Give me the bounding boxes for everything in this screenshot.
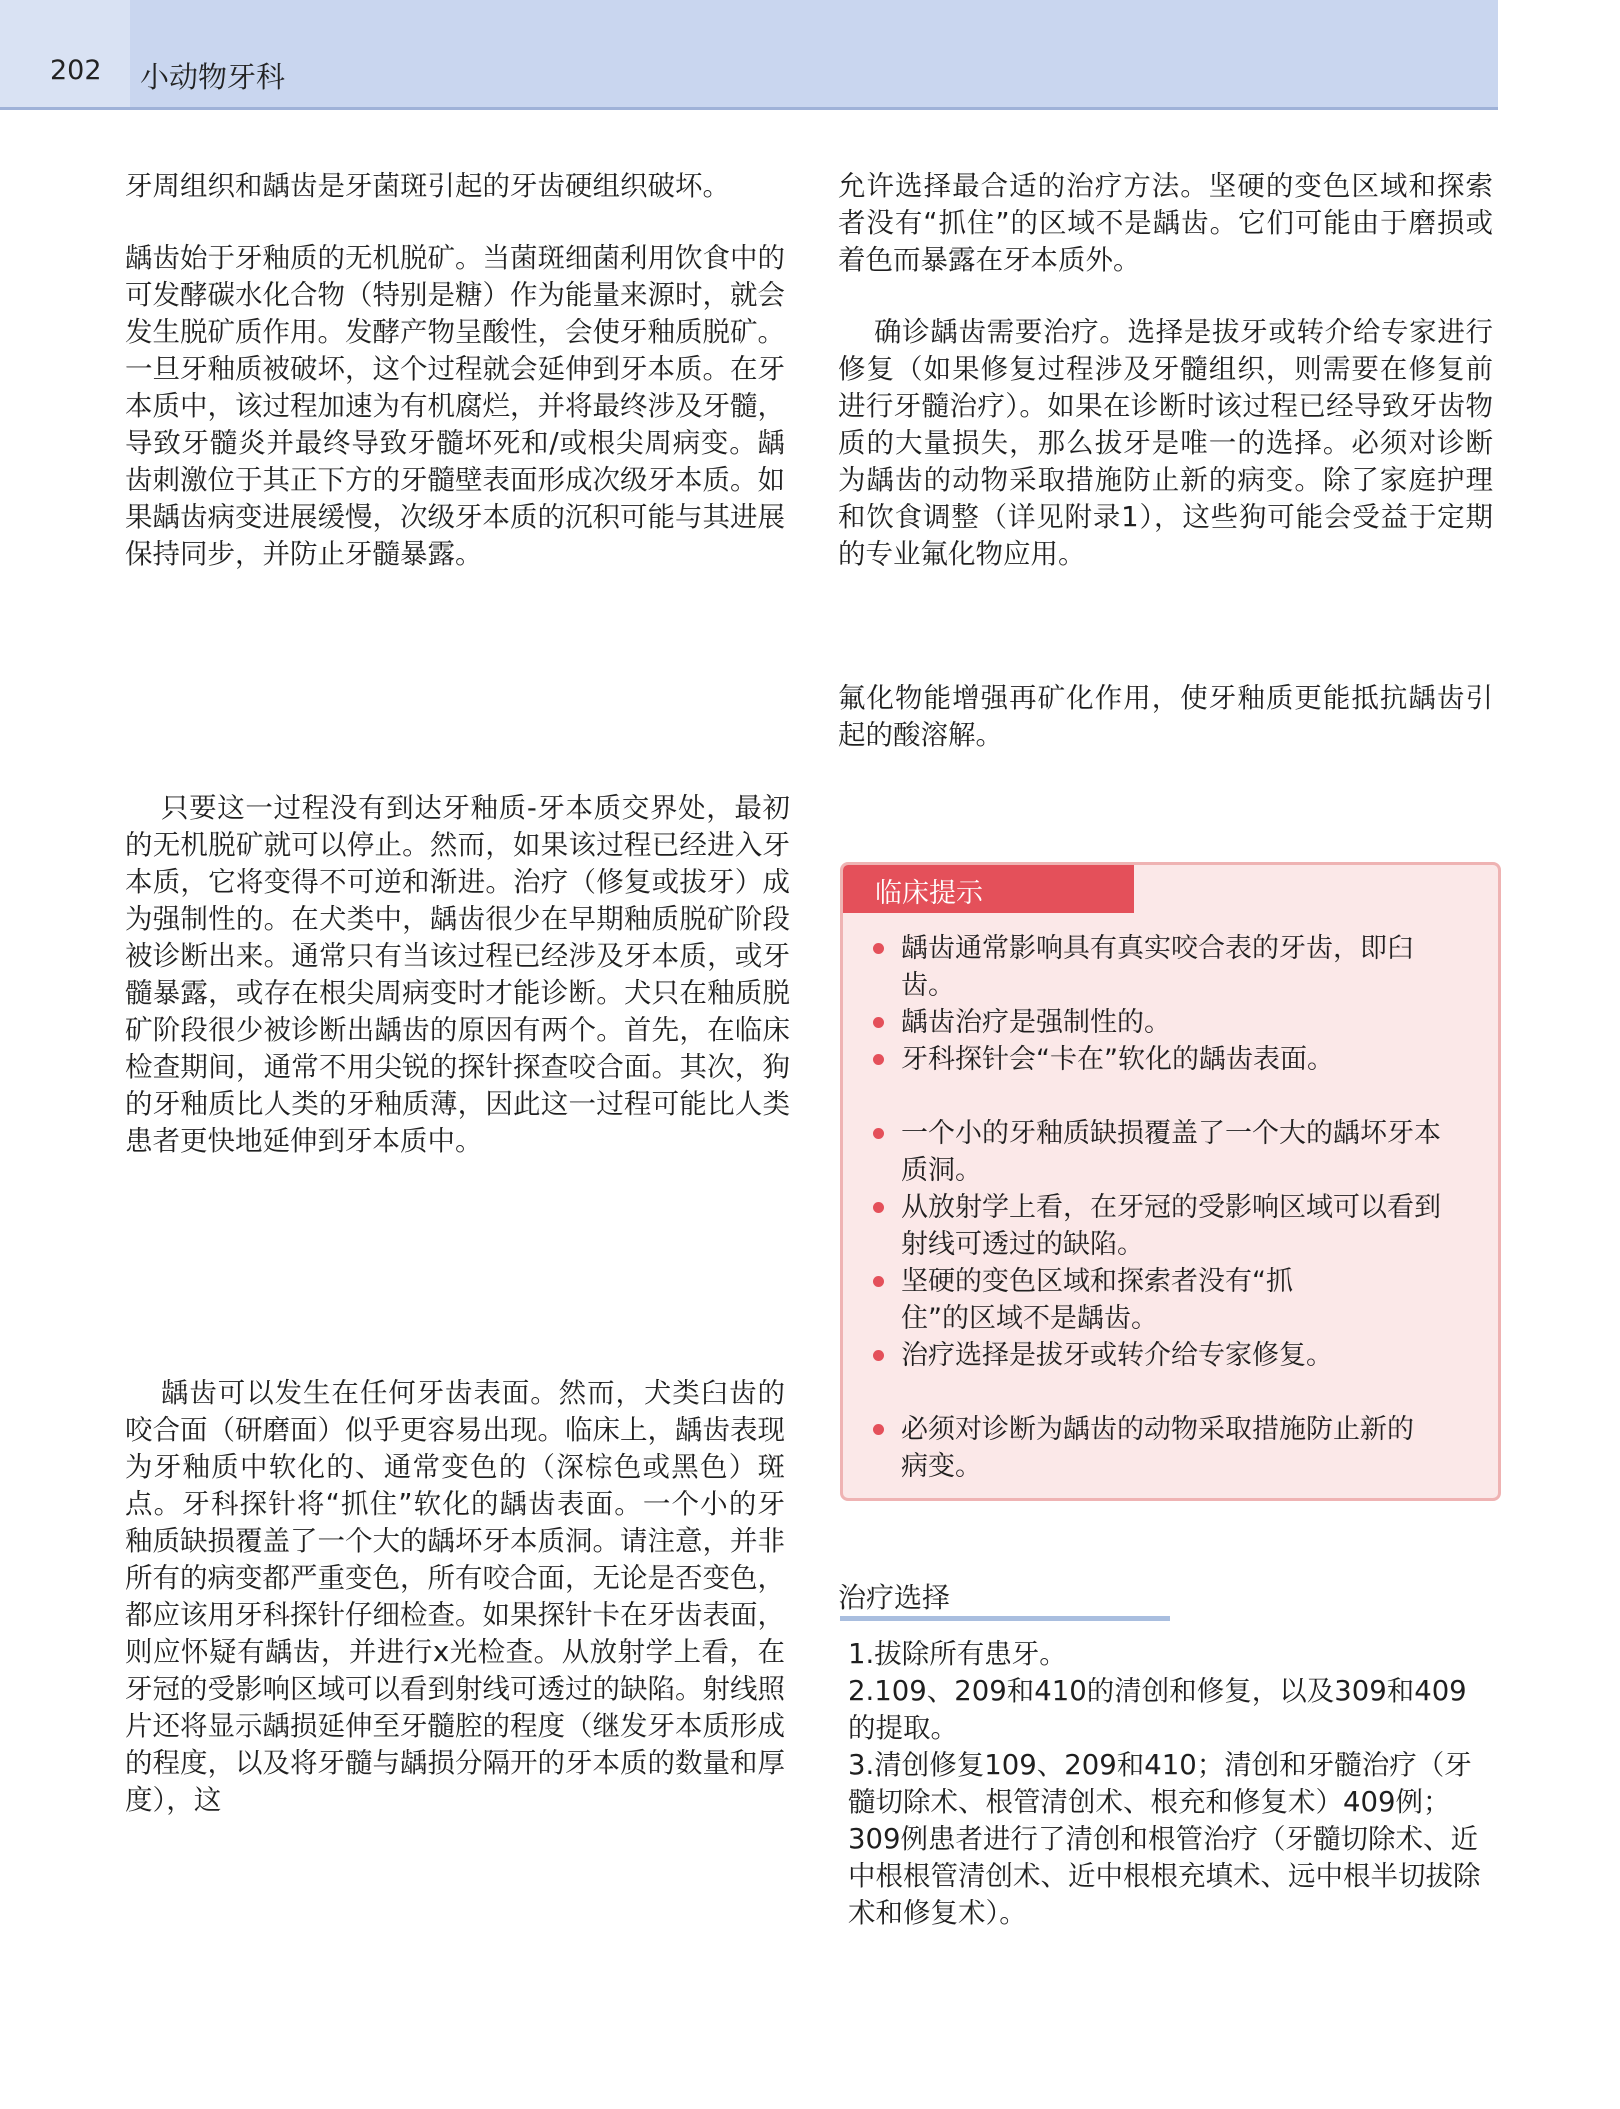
- tip-item: 龋齿治疗是强制性的。: [873, 1004, 1461, 1041]
- bullet-icon: [873, 1202, 884, 1213]
- bullet-icon: [873, 1017, 884, 1028]
- book-title: 小动物牙科: [140, 60, 286, 94]
- right-paragraph-3: 氟化物能增强再矿化作用，使牙釉质更能抵抗龋齿引起的酸溶解。: [838, 682, 1493, 751]
- bullet-icon: [873, 1054, 884, 1065]
- right-paragraph-1: 允许选择最合适的治疗方法。坚硬的变色区域和探索者没有“抓住”的区域不是龋齿。它们可能由于磨损或着色而暴露在牙本质外。: [838, 170, 1493, 276]
- tip-item: 坚硬的变色区域和探索者没有“抓住”的区域不是龋齿。: [873, 1263, 1351, 1337]
- bullet-icon: [873, 1424, 884, 1435]
- left-paragraph-3: 只要这一过程没有到达牙釉质-牙本质交界处，最初的无机脱矿就可以停止。然而，如果该过程已经进入牙本质，它将变得不可逆和渐进。治疗（修复或拔牙）成为强制性的。在犬类中，龋齿很少在早期釉质脱矿阶段被诊断出来。通常只有当该过程已经涉及牙本质，或牙髓暴露，或存在根尖周病变时才能诊断。犬只在釉质脱矿阶段很少被诊断出龋齿的原因有两个。首先，在临床检查期间，通常不用尖锐的探针探查咬合面。其次，狗的牙釉质比人类的牙釉质薄，因此这一过程可能比人类患者更快地延伸到牙本质中。: [125, 792, 790, 1157]
- bullet-icon: [873, 1128, 884, 1139]
- page-number-tab: [0, 0, 130, 107]
- left-paragraph-4: 龋齿可以发生在任何牙齿表面。然而，犬类臼齿的咬合面（研磨面）似乎更容易出现。临床上，龋齿表现为牙釉质中软化的、通常变色的（深棕色或黑色）斑点。牙科探针将“抓住”软化的龋齿表面。一个小的牙釉质缺损覆盖了一个大的龋坏牙本质洞。请注意，并非所有的病变都严重变色，所有咬合面，无论是否变色，都应该用牙科探针仔细检查。如果探针卡在牙齿表面，则应怀疑有龋齿，并进行x光检查。从放射学上看，在牙冠的受影响区域可以看到射线可透过的缺陷。射线照片还将显示龋损延伸至牙髓腔的程度（继发牙本质形成的程度，以及将牙髓与龋损分隔开的牙本质的数量和厚度），这: [125, 1377, 785, 1816]
- treatment-option-1: 1.拔除所有患牙。: [848, 1638, 1067, 1670]
- tip-item: 龋齿通常影响具有真实咬合表的牙齿，即臼齿。: [873, 930, 1461, 1004]
- tip-item: 牙科探针会“卡在”软化的龋齿表面。: [873, 1041, 1461, 1078]
- left-paragraph-1: 牙周组织和龋齿是牙菌斑引起的牙齿硬组织破坏。: [125, 170, 730, 202]
- tip-item: 从放射学上看，在牙冠的受影响区域可以看到射线可透过的缺陷。: [873, 1189, 1461, 1263]
- tip-item: 治疗选择是拔牙或转介给专家修复。: [873, 1337, 1461, 1374]
- tip-item: 必须对诊断为龋齿的动物采取措施防止新的病变。: [873, 1411, 1421, 1485]
- bullet-icon: [873, 1350, 884, 1361]
- treatment-heading: 治疗选择: [838, 1581, 951, 1614]
- right-paragraph-2: 确诊龋齿需要治疗。选择是拔牙或转介给专家进行修复（如果修复过程涉及牙髓组织，则需要在修复前进行牙髓治疗）。如果在诊断时该过程已经导致牙齿物质的大量损失，那么拔牙是唯一的选择。必须对诊断为龋齿的动物采取措施防止新的病变。除了家庭护理和饮食调整（详见附录1），这些狗可能会受益于定期的专业氟化物应用。: [838, 316, 1493, 570]
- clinical-tips-title: 临床提示: [875, 878, 983, 909]
- page-number: 202: [50, 55, 102, 86]
- treatment-option-3: 3.清创修复109、209和410；清创和牙髓治疗（牙髓切除术、根管清创术、根充和修复术）409例；309例患者进行了清创和根管治疗（牙髓切除术、近中根根管清创术、近中根根充填术、远中根半切拔除术和修复术）。: [848, 1749, 1481, 1929]
- bullet-icon: [873, 943, 884, 954]
- left-paragraph-2: 龋齿始于牙釉质的无机脱矿。当菌斑细菌利用饮食中的可发酵碳水化合物（特别是糖）作为能量来源时，就会发生脱矿质作用。发酵产物呈酸性，会使牙釉质脱矿。一旦牙釉质被破坏，这个过程就会延伸到牙本质。在牙本质中，该过程加速为有机腐烂，并将最终涉及牙髓，导致牙髓炎并最终导致牙髓坏死和/或根尖周病变。龋齿刺激位于其正下方的牙髓壁表面形成次级牙本质。如果龋齿病变进展缓慢，次级牙本质的沉积可能与其进展保持同步，并防止牙髓暴露。: [125, 242, 785, 570]
- treatment-option-2: 2.109、209和410的清创和修复，以及309和409的提取。: [848, 1675, 1467, 1744]
- heading-underline: [840, 1616, 1170, 1621]
- bullet-icon: [873, 1276, 884, 1287]
- clinical-tips-box: [840, 862, 1501, 1501]
- tip-item: 一个小的牙釉质缺损覆盖了一个大的龋坏牙本质洞。: [873, 1115, 1461, 1189]
- clinical-tips-header: [843, 865, 1134, 913]
